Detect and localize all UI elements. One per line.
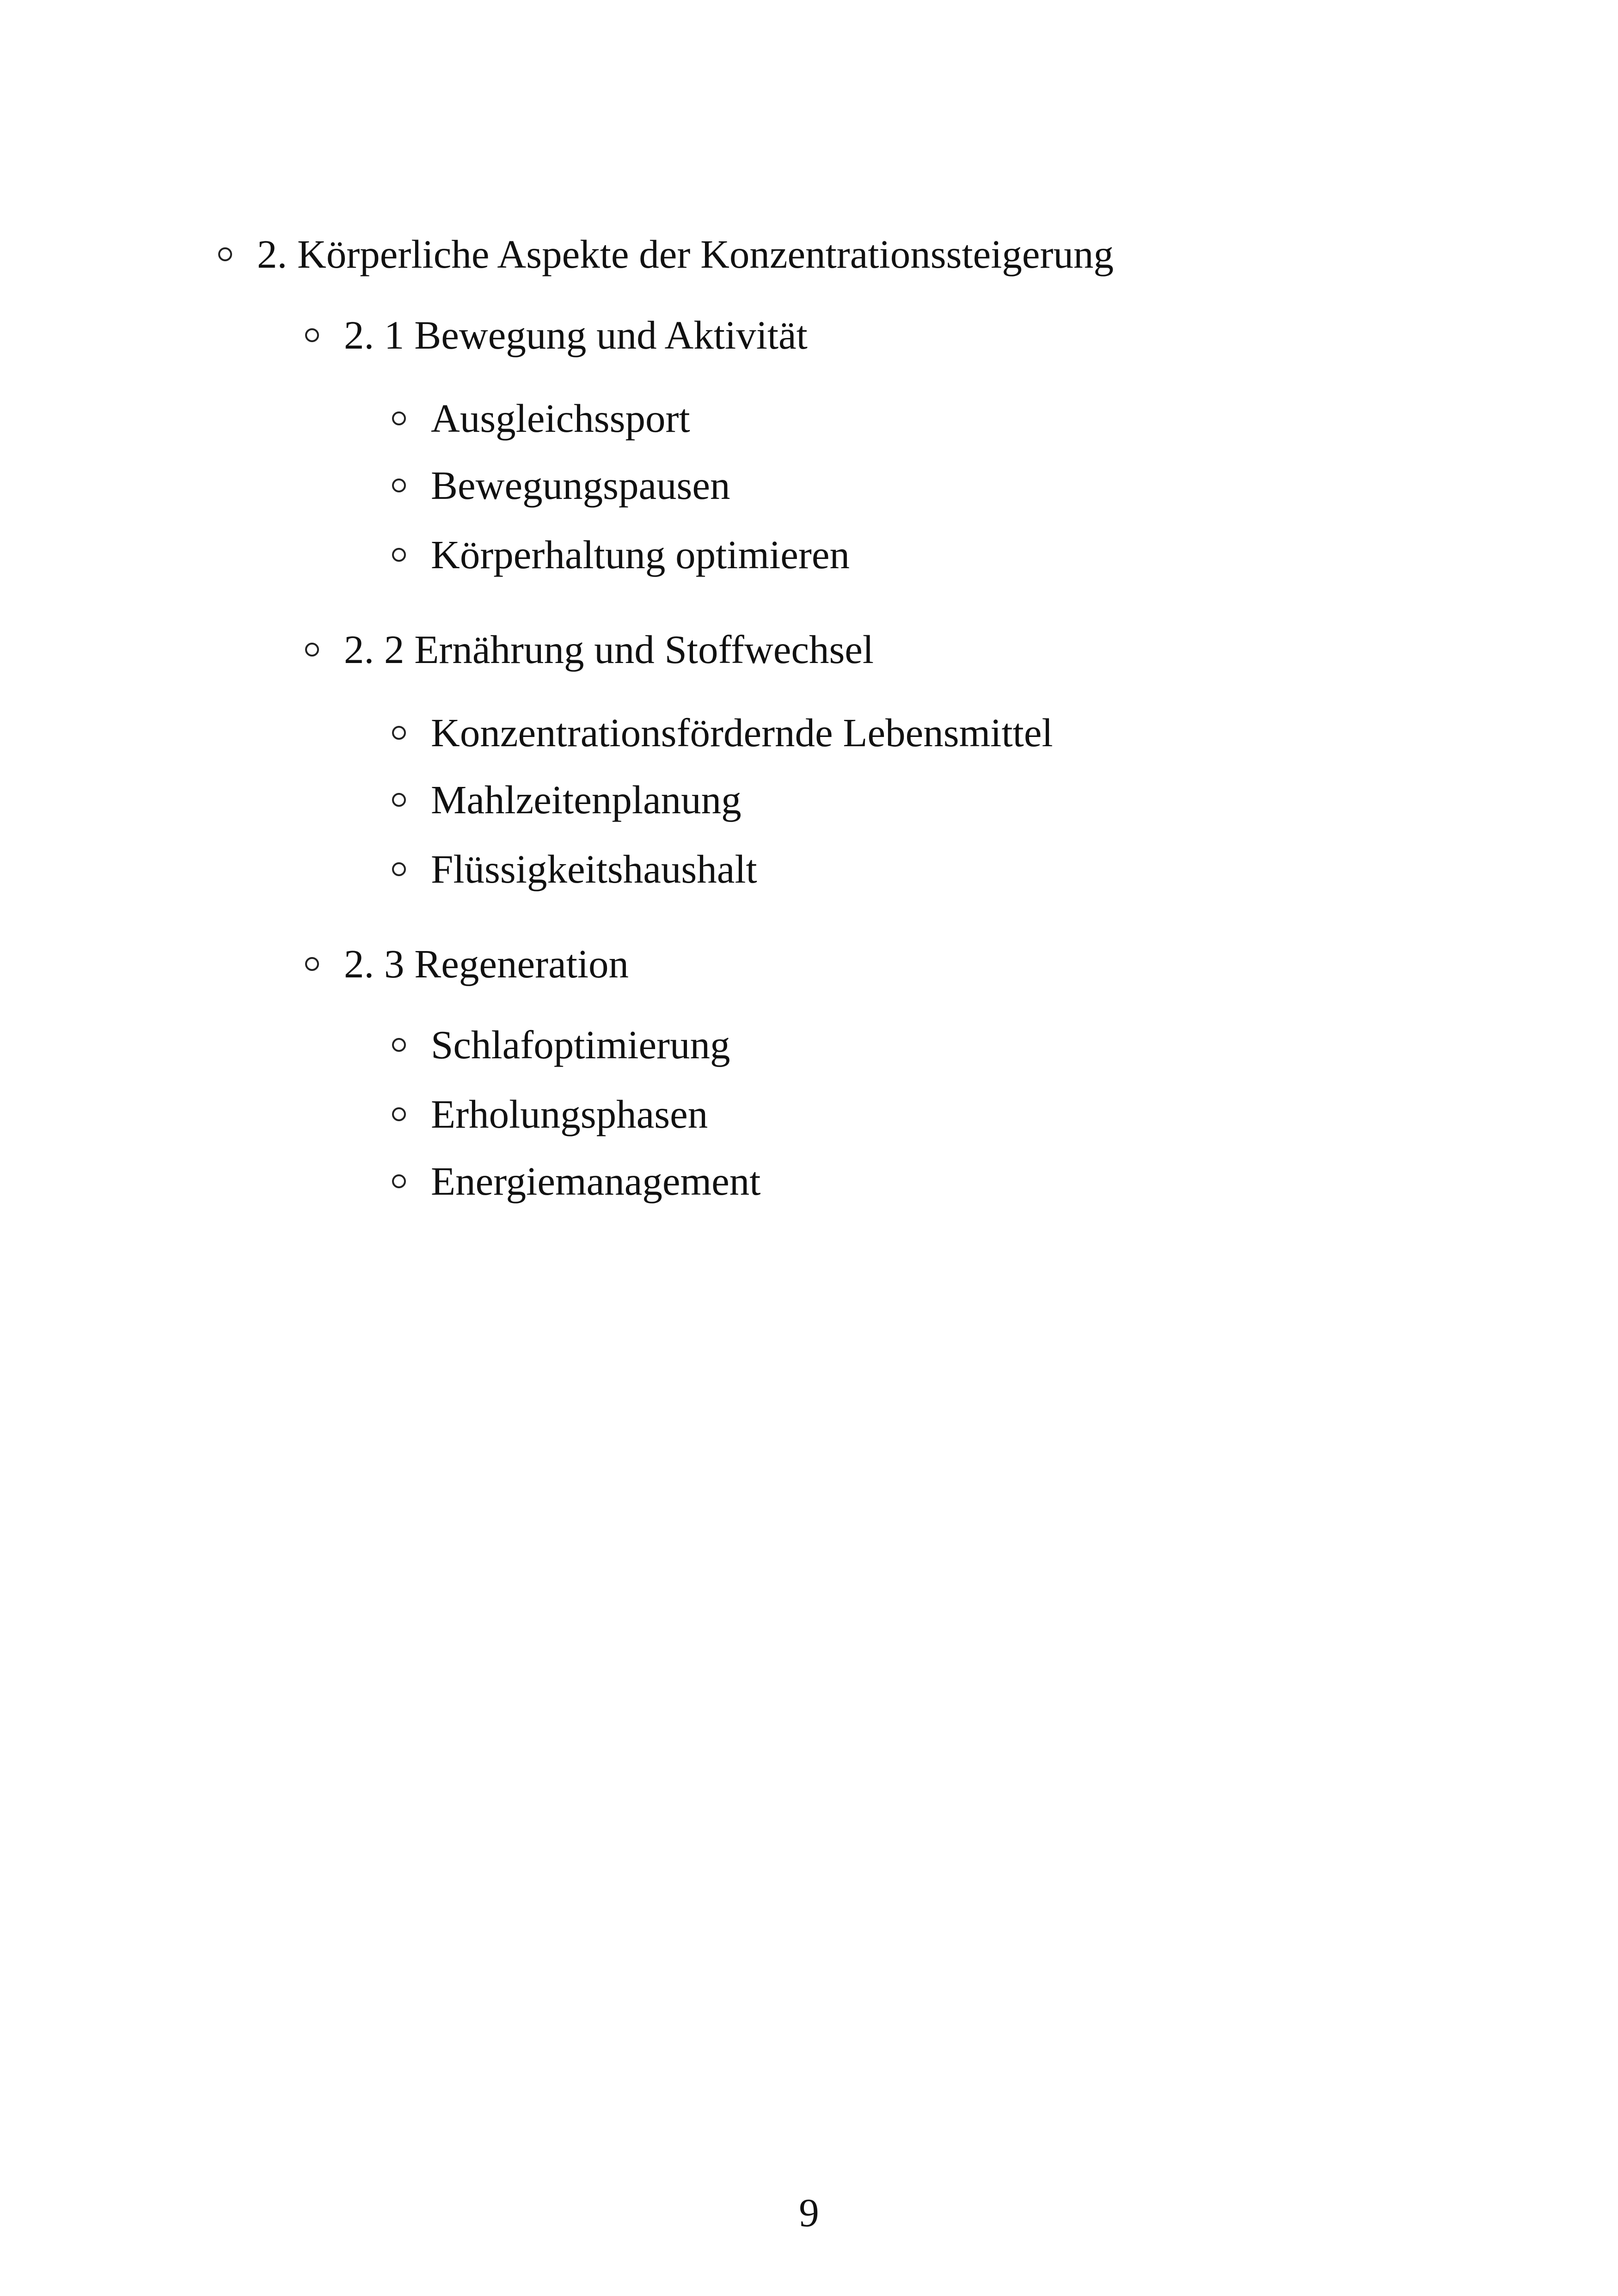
circle-bullet-icon [305, 328, 319, 342]
circle-bullet-icon [392, 862, 406, 876]
list-item-text: Erholungsphasen [431, 1092, 708, 1136]
circle-bullet-icon [305, 643, 319, 657]
circle-bullet-icon [392, 1038, 406, 1052]
list-item [392, 1017, 730, 1073]
list-item [392, 772, 742, 828]
list-item-text: Körperhaltung optimieren [431, 532, 850, 577]
list-item-text: Ausgleichssport [431, 396, 690, 441]
outline-heading [218, 227, 1114, 282]
circle-bullet-icon [218, 247, 232, 261]
circle-bullet-icon [392, 1174, 406, 1188]
list-item-text: Flüssigkeitshaushalt [431, 847, 757, 891]
section-title-text: 2. 2 Ernährung und Stoffwechsel [344, 627, 874, 672]
section-title [305, 622, 874, 677]
list-item-text: Energiemanagement [431, 1159, 761, 1203]
list-item-text: Schlafoptimierung [431, 1022, 730, 1067]
list-item-text: Bewegungspausen [431, 463, 730, 508]
list-item [392, 1087, 708, 1142]
section-title-text: 2. 3 Regeneration [344, 941, 629, 986]
circle-bullet-icon [305, 957, 319, 971]
circle-bullet-icon [392, 479, 406, 492]
list-item-text: Mahlzeitenplanung [431, 777, 742, 822]
list-item-text: Konzentrationsfördernde Lebensmittel [431, 710, 1053, 755]
circle-bullet-icon [392, 1107, 406, 1121]
circle-bullet-icon [392, 411, 406, 425]
circle-bullet-icon [392, 726, 406, 740]
list-item [392, 391, 690, 446]
list-item [392, 458, 730, 513]
section-title [305, 307, 808, 363]
list-item [392, 841, 757, 897]
list-item [392, 705, 1053, 761]
circle-bullet-icon [392, 548, 406, 562]
page-number: 9 [799, 2190, 819, 2235]
section-title [305, 936, 629, 992]
circle-bullet-icon [392, 793, 406, 807]
list-item [392, 1154, 760, 1209]
list-item [392, 527, 850, 583]
section-title-text: 2. 1 Bewegung und Aktivität [344, 313, 808, 357]
outline-heading-text: 2. Körperliche Aspekte der Konzentrationssteigerung [257, 232, 1114, 276]
